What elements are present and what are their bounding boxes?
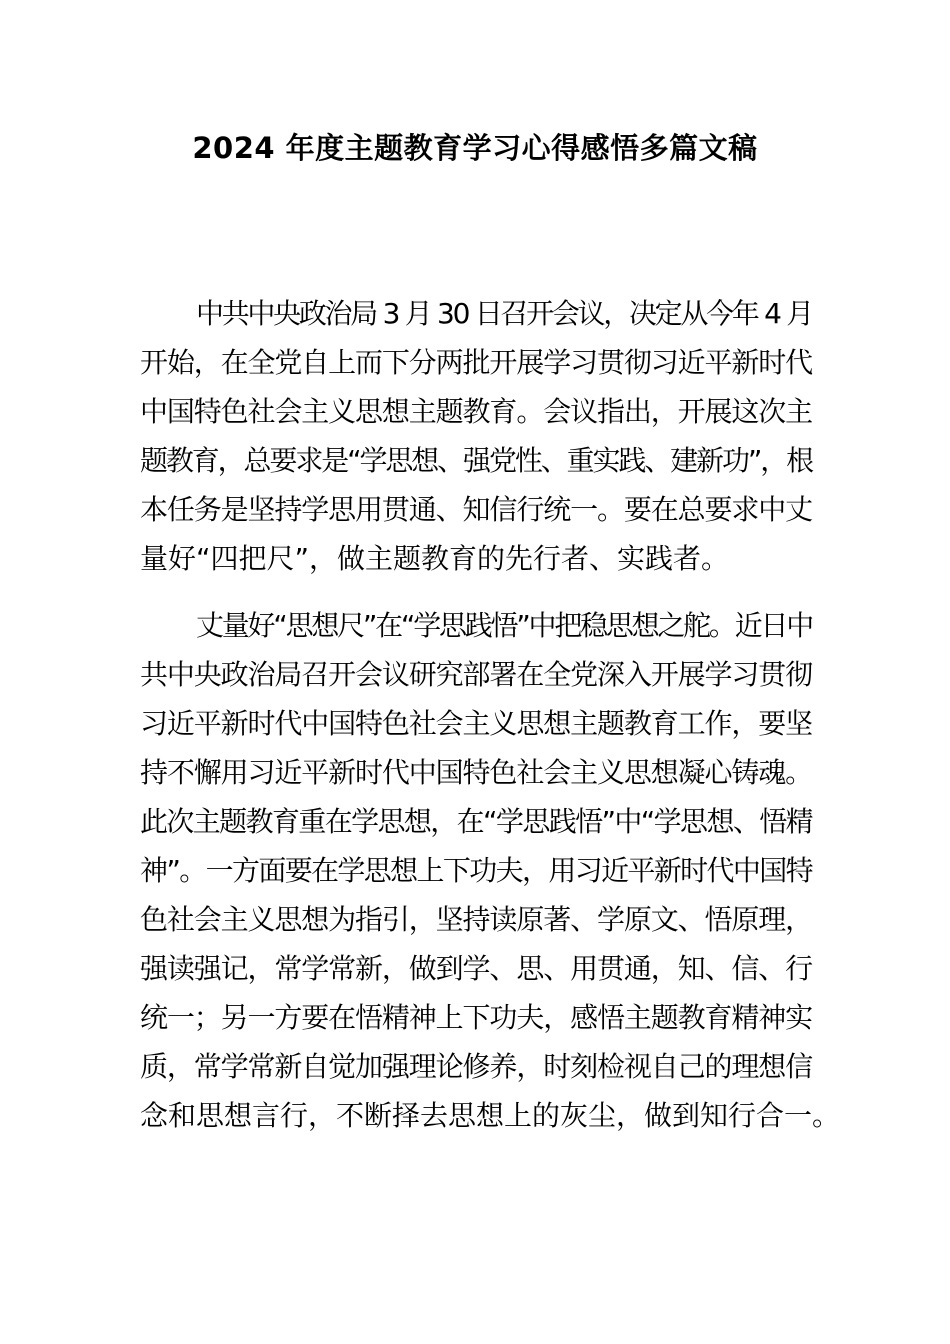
text-line [140, 387, 812, 436]
text-line [140, 846, 812, 895]
text-line [140, 1042, 812, 1091]
text-line [140, 289, 812, 338]
line-text: 丈量好“思想尺”在“学思践悟”中把稳思想之舵。近日中 [196, 609, 812, 642]
line-text: 统一；另一方要在悟精神上下功夫，感悟主题教育精神实 [140, 1001, 812, 1034]
line-text: 量好“四把尺”，做主题教育的先行者、实践者。 [140, 542, 730, 575]
text-line [140, 993, 812, 1042]
text-line [140, 485, 812, 534]
text-line [140, 944, 812, 993]
text-line [140, 338, 812, 387]
line-text: 色社会主义思想为指引，坚持读原著、学原文、悟原理， [140, 903, 812, 936]
text-line [140, 748, 812, 797]
line-text: 中共中央政治局 3 月 30 日召开会议，决定从今年 4 月 [196, 297, 812, 330]
line-text: 强读强记，常学常新，做到学、思、用贯通，知、信、行 [140, 952, 812, 985]
text-line [140, 534, 812, 583]
document-title: 2024 年度主题教育学习心得感悟多篇文稿 [192, 131, 758, 165]
line-text: 持不懈用习近平新时代中国特色社会主义思想凝心铸魂。 [140, 756, 812, 789]
line-text: 中国特色社会主义思想主题教育。会议指出，开展这次主 [140, 395, 812, 428]
text-line [140, 797, 812, 846]
text-line [140, 436, 812, 485]
text-line [140, 650, 812, 699]
line-text: 神”。一方面要在学思想上下功夫，用习近平新时代中国特 [140, 854, 812, 887]
paragraph [140, 601, 841, 1140]
text-line [140, 699, 812, 748]
text-line [140, 1091, 841, 1140]
line-text: 此次主题教育重在学思想，在“学思践悟”中“学思想、悟精 [140, 805, 812, 838]
line-text: 共中央政治局召开会议研究部署在全党深入开展学习贯彻 [140, 658, 812, 691]
text-line [140, 895, 812, 944]
paragraph [140, 289, 812, 583]
line-text: 开始，在全党自上而下分两批开展学习贯彻习近平新时代 [140, 346, 812, 379]
line-text: 题教育，总要求是“学思想、强党性、重实践、建新功”，根 [140, 444, 812, 477]
line-text: 念和思想言行，不断择去思想上的灰尘，做到知行合一。 [140, 1099, 841, 1132]
line-text: 习近平新时代中国特色社会主义思想主题教育工作，要坚 [140, 707, 812, 740]
document-body [140, 289, 841, 1140]
line-text: 本任务是坚持学思用贯通、知信行统一。要在总要求中丈 [140, 493, 812, 526]
line-text: 质，常学常新自觉加强理论修养，时刻检视自己的理想信 [140, 1050, 812, 1083]
text-line [140, 601, 812, 650]
